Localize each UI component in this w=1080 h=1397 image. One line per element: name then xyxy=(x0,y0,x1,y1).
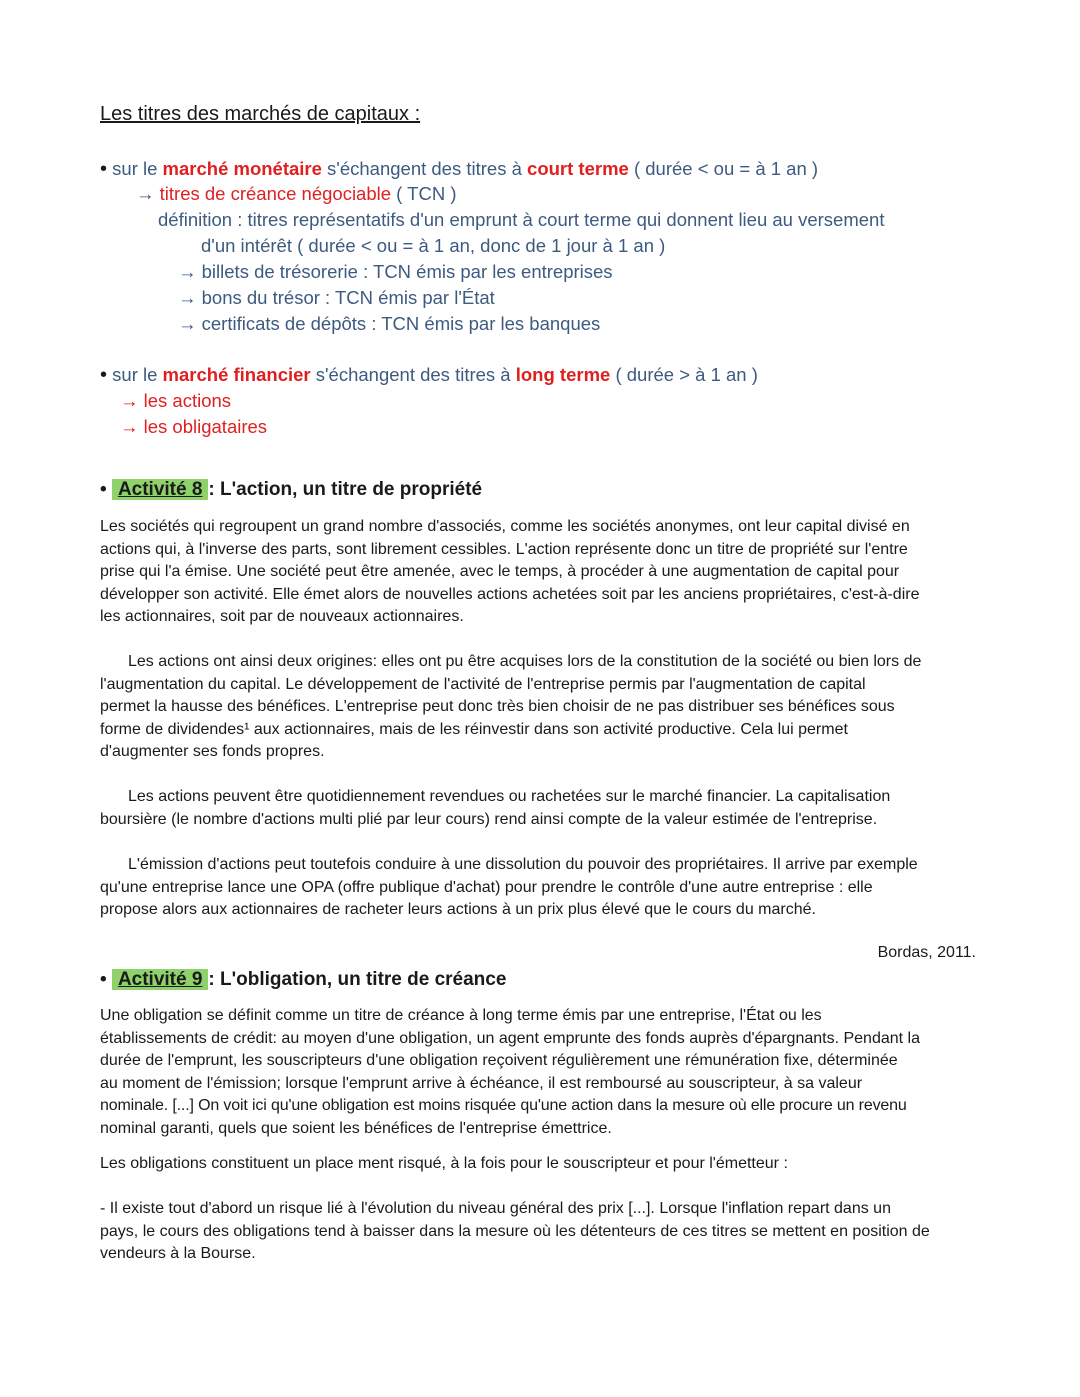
text-line: pays, le cours des obligations tend à baisser dans la mesure où les détenteurs de ces titres se mettent en position de xyxy=(100,1222,930,1240)
activite9-heading xyxy=(100,969,506,991)
activite8-paragraph-1 xyxy=(100,516,980,629)
text-line: forme de dividendes¹ aux actionnaires, mais de les réinvestir dans son activité productive. Cela lui permet xyxy=(100,720,848,738)
definition-line-2: d'un intérêt ( durée < ou = à 1 an, donc de 1 jour à 1 an ) xyxy=(201,235,666,256)
list-item: → certificats de dépôts : TCN émis par les banques xyxy=(178,313,601,334)
text-line: au moment de l'émission; lorsque l'emprunt arrive à échéance, il est remboursé au souscripteur, à sa valeur xyxy=(100,1074,863,1092)
text-line: nominale. [...] On voit ici qu'une obligation est moins risquée qu'une action dans la mesure où elle procure un revenu xyxy=(100,1097,907,1115)
text-segment: ( durée > à 1 an ) xyxy=(610,364,758,385)
text-segment: sur le xyxy=(112,364,163,385)
activite8-paragraph-3 xyxy=(100,786,980,831)
text-line: propose alors aux actionnaires de racheter leurs actions à un prix plus élevé que le cours du marché. xyxy=(100,901,816,919)
text-line: actions qui, à l'inverse des parts, sont librement cessibles. L'action représente donc un titre de propriété sur l'entre xyxy=(100,540,908,558)
list-item: → billets de trésorerie : TCN émis par les entreprises xyxy=(178,261,613,282)
text-line: prise qui l'a émise. Une société peut être amenée, avec le temps, à procéder à une augmentation de capital pour xyxy=(100,563,900,581)
text-line: l'augmentation du capital. Le développement de l'activité de l'entreprise permis par l'augmentation de capital xyxy=(100,675,866,693)
text-line: Les actions ont ainsi deux origines: elles ont pu être acquises lors de la constitution de la société ou bien lors de xyxy=(128,653,922,670)
list-item: → les actions xyxy=(120,390,232,411)
text-line: Les obligations constituent un place ment risqué, à la fois pour le souscripteur et pour l'émetteur : xyxy=(100,1155,788,1172)
text-line: Une obligation se définit comme un titre de créance à long terme émis par une entreprise, l'État ou les xyxy=(100,1007,822,1024)
text-line: qu'une entreprise lance une OPA (offre publique d'achat) pour prendre le contrôle d'une autre entreprise : elle xyxy=(100,878,873,896)
term-long-terme: long terme xyxy=(515,364,611,385)
definition-line-1: définition : titres représentatifs d'un emprunt à court terme qui donnent lieu au versement xyxy=(158,209,885,230)
activite8-title: : L'action, un titre de propriété xyxy=(208,479,483,500)
text-segment: ( durée < ou = à 1 an ) xyxy=(628,158,819,179)
text-line: L'émission d'actions peut toutefois conduire à une dissolution du pouvoir des propriétaires. Il arrive par exemple xyxy=(128,856,918,873)
activite8-heading xyxy=(100,479,482,501)
bullet-icon: • xyxy=(100,158,108,180)
activite8-paragraph-2 xyxy=(100,651,980,764)
text-segment: s'échangent des titres à xyxy=(310,364,516,385)
activite9-paragraph-1 xyxy=(100,1005,980,1141)
activite9-paragraph-3 xyxy=(100,1198,980,1266)
activite8-tag: Activité 8 xyxy=(112,479,208,500)
bullet-icon: • xyxy=(100,969,107,990)
term-court-terme: court terme xyxy=(527,158,629,179)
activite9-title: : L'obligation, un titre de créance xyxy=(208,969,507,990)
text-line: boursière (le nombre d'actions multi plié par leur cours) rend ainsi compte de la valeur estimée de l'entreprise. xyxy=(100,810,878,828)
term-tcn: titres de créance négociable xyxy=(159,183,392,204)
text-line: les actionnaires, soit par de nouveaux actionnaires. xyxy=(100,608,464,626)
text-line: d'augmenter ses fonds propres. xyxy=(100,743,325,761)
text-segment: s'échangent des titres à xyxy=(321,158,528,179)
text-line: permet la hausse des bénéfices. L'entreprise peut donc très bien choisir de ne pas distribuer ses bénéfices sous xyxy=(100,698,895,716)
text-line: nominal garanti, quels que soient les bénéfices de l'entreprise émettrice. xyxy=(100,1119,612,1137)
text-line: Les actions peuvent être quotidiennement revendues ou rachetées sur le marché financier. La capitalisation xyxy=(128,788,891,805)
monetaire-line xyxy=(100,157,818,181)
text-segment: ( TCN ) xyxy=(391,183,457,204)
tcn-line xyxy=(136,182,456,206)
list-item: → les obligataires xyxy=(120,416,268,437)
term-marche-financier: marché financier xyxy=(162,364,311,385)
activite9-paragraph-2 xyxy=(100,1153,980,1176)
page-title: Les titres des marchés de capitaux : xyxy=(100,103,421,125)
activite8-paragraph-4 xyxy=(100,854,980,922)
text-segment: sur le xyxy=(112,158,163,179)
arrow-icon: → xyxy=(136,183,155,204)
financier-line xyxy=(100,363,758,387)
text-line: durée de l'emprunt, les souscripteurs d'une obligation reçoivent régulièrement une rémunération fixe, déterminée xyxy=(100,1052,898,1070)
source-citation: Bordas, 2011. xyxy=(877,944,976,961)
activite9-tag: Activité 9 xyxy=(112,969,208,990)
text-line: établissements de crédit: au moyen d'une obligation, un agent emprunte des fonds auprès d'épargnants. Pendant la xyxy=(100,1029,920,1047)
text-line: - Il existe tout d'abord un risque lié à l'évolution du niveau général des prix [...]. Lorsque l'inflation repart dans un xyxy=(100,1200,891,1217)
text-line: Les sociétés qui regroupent un grand nombre d'associés, comme les sociétés anonymes, ont leur capital divisé en xyxy=(100,518,910,535)
text-line: vendeurs à la Bourse. xyxy=(100,1245,256,1263)
bullet-icon: • xyxy=(100,479,107,500)
bullet-icon: • xyxy=(100,364,108,386)
list-item: → bons du trésor : TCN émis par l'État xyxy=(178,287,495,308)
term-marche-monetaire: marché monétaire xyxy=(162,158,322,179)
text-line: développer son activité. Elle émet alors de nouvelles actions achetées soit par les anciens propriétaires, c'est-à-dire xyxy=(100,585,920,603)
